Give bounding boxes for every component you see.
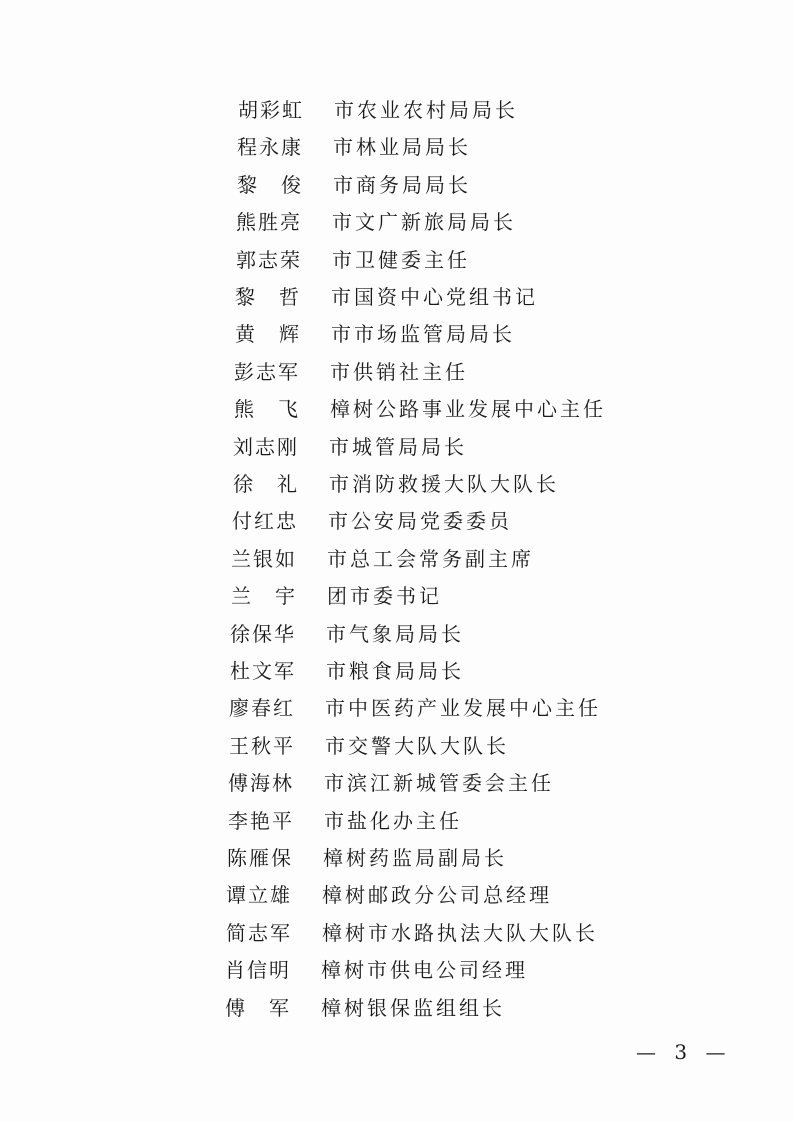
member-name: 简志军 [226,921,292,945]
member-name-char: 黄 [235,322,255,346]
member-name-char: 徐 [233,472,253,496]
member-title: 市中医药产业发展中心主任 [325,696,601,720]
member-name-char: 兰 [231,584,251,608]
member-name-char: 飞 [278,397,298,421]
member-name-char: 黎 [237,173,257,197]
member-name-char: 礼 [277,472,297,496]
member-title: 樟树公路事业发展中心主任 [330,397,606,421]
member-title: 樟树银保监组组长 [321,996,505,1020]
member-name: 胡彩虹 [238,98,304,122]
member-name: 廖春红 [229,696,295,720]
member-name-char: 熊 [234,397,254,421]
member-name-char: 黎 [235,285,255,309]
member-name: 彭志军 [234,360,300,384]
member-title: 市供销社主任 [330,360,468,384]
member-title: 樟树市水路执法大队大队长 [322,921,598,945]
member-title: 市国资中心党组书记 [331,285,538,309]
member-title: 市滨江新城管委会主任 [324,771,554,795]
member-title: 市林业局局长 [333,135,471,159]
member-title: 市市场监管局局长 [331,322,515,346]
member-name: 李艳平 [228,809,294,833]
page-number: — 3 — [636,1040,732,1064]
member-title: 樟树邮政分公司总经理 [322,883,552,907]
member-name: 陈雁保 [227,846,293,870]
member-name: 杜文军 [230,659,296,683]
member-name: 肖信明 [225,958,291,982]
member-name-char: 傅 [225,996,245,1020]
member-name: 付红忠 [232,509,298,533]
member-name-char: 俊 [281,173,301,197]
member-title: 市农业农村局局长 [334,98,518,122]
member-name: 熊胜亮 [236,210,302,234]
member-title: 市城管局局长 [329,435,467,459]
member-title: 市粮食局局长 [326,659,464,683]
member-title: 市文广新旅局局长 [332,210,516,234]
member-title: 市气象局局长 [326,622,464,646]
member-name: 徐保华 [230,622,296,646]
member-name-char: 宇 [275,584,295,608]
member-title: 市盐化办主任 [324,809,462,833]
member-title: 市消防救援大队大队长 [329,472,559,496]
member-name: 兰银如 [231,547,297,571]
member-name: 程永康 [237,135,303,159]
member-title: 樟树市供电公司经理 [321,958,528,982]
member-name: 谭立雄 [226,883,292,907]
member-title: 团市委书记 [327,584,442,608]
member-title: 樟树药监局副局长 [323,846,507,870]
member-name: 郭志荣 [236,248,302,272]
member-name-char: 哲 [279,285,299,309]
member-title: 市总工会常务副主席 [327,547,534,571]
member-title: 市交警大队大队长 [325,734,509,758]
member-name: 王秋平 [229,734,295,758]
member-title: 市商务局局长 [333,173,471,197]
member-name: 傅海林 [228,771,294,795]
member-name: 刘志刚 [233,435,299,459]
member-title: 市公安局党委委员 [328,509,512,533]
member-name-char: 辉 [279,322,299,346]
member-name-char: 军 [269,996,289,1020]
member-title: 市卫健委主任 [332,248,470,272]
